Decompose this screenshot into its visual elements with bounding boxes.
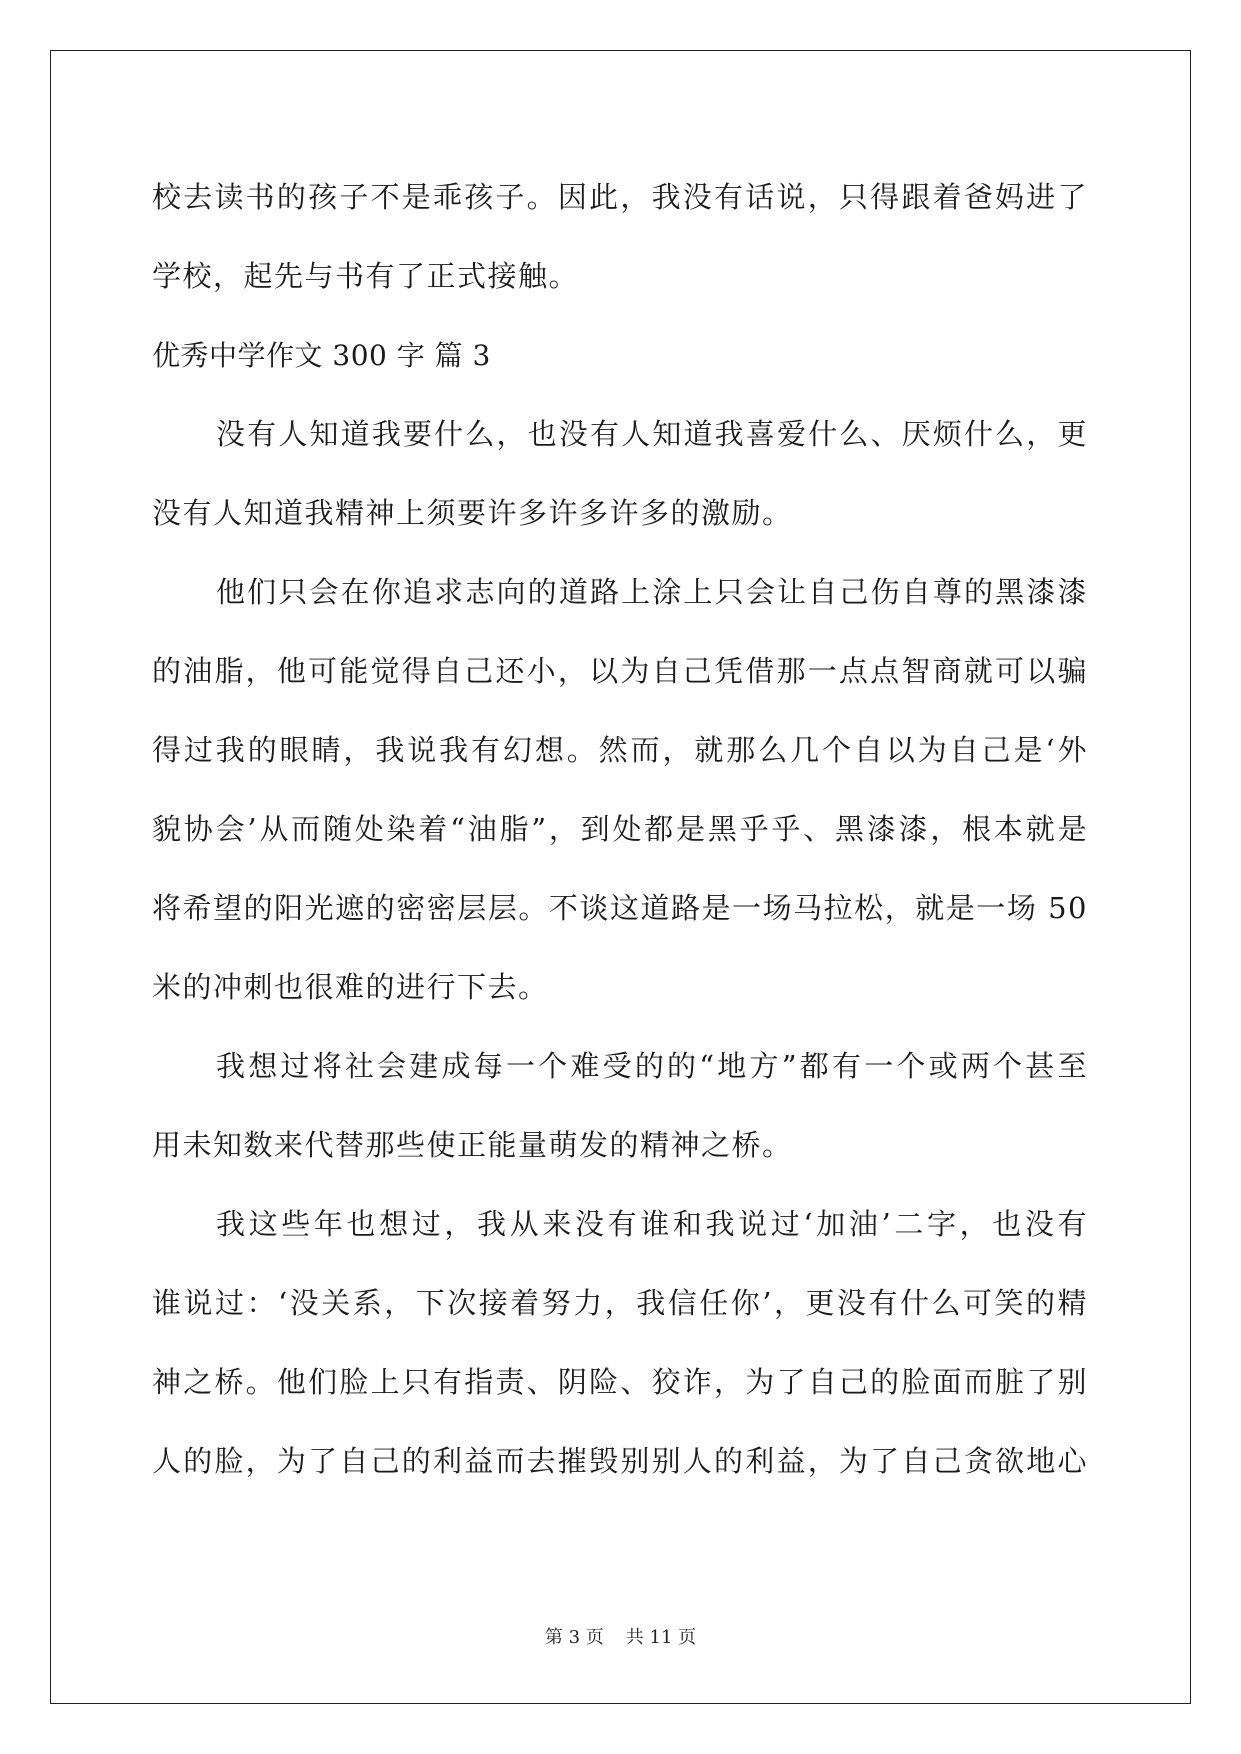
paragraph-line: 人的脸，为了自己的利益而去摧毁别别人的利益，为了自己贪欲地心: [152, 1444, 1088, 1478]
section-title: 优秀中学作文 300 字 篇 3: [152, 339, 491, 372]
paragraph-line: 得过我的眼睛，我说我有幻想。然而，就那么几个自以为自己是‘外: [152, 733, 1088, 767]
paragraph-line: 没有人知道我要什么，也没有人知道我喜爱什么、厌烦什么，更: [216, 417, 1088, 451]
paragraph-line: 我想过将社会建成每一个难受的的“地方”都有一个或两个甚至: [216, 1049, 1088, 1083]
paragraph-line: 学校，起先与书有了正式接触。: [152, 259, 580, 293]
page-number: 第 3 页: [544, 1627, 604, 1648]
page-total: 共 11 页: [625, 1627, 697, 1648]
paragraph-line: 神之桥。他们脸上只有指责、阴险、狡诈，为了自己的脸面而脏了别: [152, 1365, 1088, 1399]
paragraph-line: 我这些年也想过，我从来没有谁和我说过‘加油’二字，也没有: [216, 1207, 1088, 1241]
paragraph-line: 的油脂，他可能觉得自己还小，以为自己凭借那一点点智商就可以骗: [152, 654, 1088, 688]
paragraph-line: 校去读书的孩子不是乖孩子。因此，我没有话说，只得跟着爸妈进了: [152, 180, 1088, 214]
paragraph-line: 米的冲刺也很难的进行下去。: [152, 970, 549, 1004]
document-body: [152, 158, 1088, 1501]
paragraph-line: 用未知数来代替那些使正能量萌发的精神之桥。: [152, 1128, 793, 1162]
paragraph-line: 他们只会在你追求志向的道路上涂上只会让自己伤自尊的黑漆漆: [216, 575, 1088, 609]
paragraph-line: 貌协会’从而随处染着“油脂”，到处都是黑乎乎、黑漆漆，根本就是: [152, 812, 1088, 846]
paragraph-line: 谁说过：‘没关系，下次接着努力，我信任你’，更没有什么可笑的精: [152, 1286, 1088, 1320]
page-footer: [0, 1626, 1241, 1650]
paragraph-line: 没有人知道我精神上须要许多许多许多的激励。: [152, 496, 793, 530]
paragraph-line: 将希望的阳光遮的密密层层。不谈这道路是一场马拉松，就是一场 50: [152, 891, 1088, 925]
